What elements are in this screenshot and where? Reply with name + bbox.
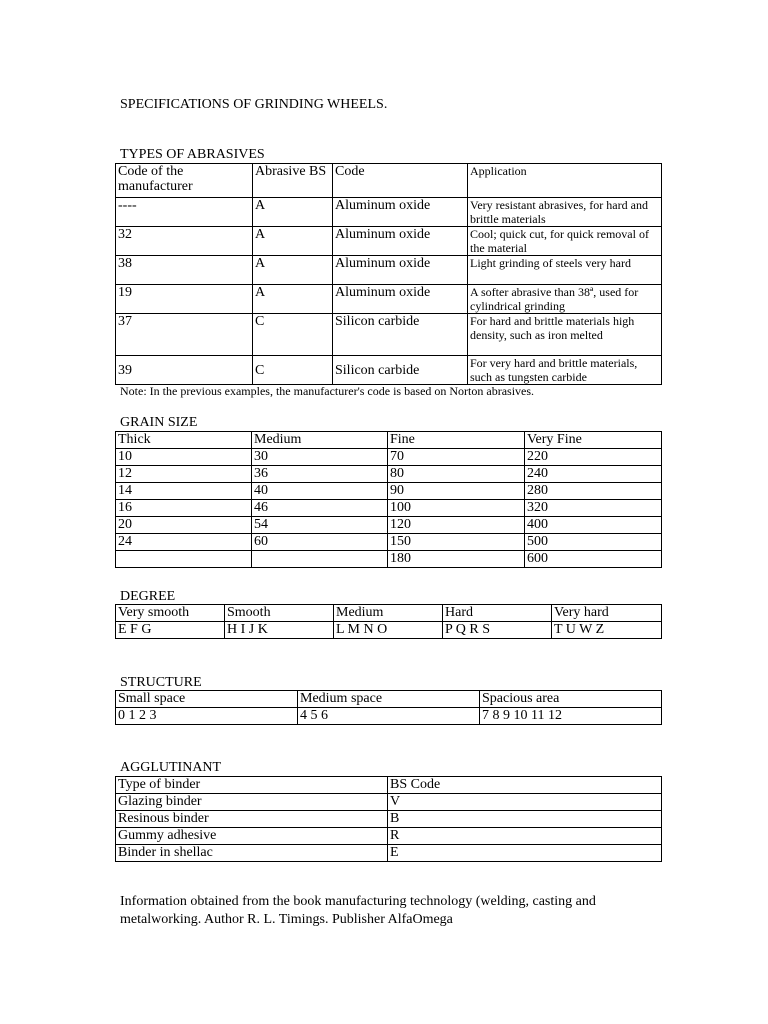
grain-cell: 36: [252, 466, 388, 483]
grain-cell: 500: [525, 534, 662, 551]
abrasive-application-cell: Very resistant abrasives, for hard and brittle materials: [468, 198, 662, 227]
abrasive-bs-cell: A: [253, 227, 333, 256]
agglutinant-table: [115, 776, 662, 862]
abrasive-bs-cell: A: [253, 285, 333, 314]
table-row: [116, 622, 662, 639]
grain-cell: 120: [388, 517, 525, 534]
degree-header-cell: Smooth: [225, 605, 334, 622]
structure-table: [115, 690, 662, 725]
grain-header-cell: Medium: [252, 432, 388, 449]
structure-cell: 0 1 2 3: [116, 708, 298, 725]
grain-cell: 10: [116, 449, 252, 466]
agglutinant-header-cell: BS Code: [388, 777, 662, 794]
grain-cell: 180: [388, 551, 525, 568]
degree-header-row: [116, 605, 662, 622]
grain-header-row: [116, 432, 662, 449]
binder-type-cell: Gummy adhesive: [116, 828, 388, 845]
grain-cell: 12: [116, 466, 252, 483]
grain-cell: 400: [525, 517, 662, 534]
structure-cell: 4 5 6: [298, 708, 480, 725]
table-row: [116, 466, 662, 483]
abrasive-code-cell: 19: [116, 285, 253, 314]
abrasive-bs-cell: A: [253, 256, 333, 285]
grain-size-heading: GRAIN SIZE: [120, 415, 198, 430]
abrasive-name-cell: Aluminum oxide: [333, 256, 468, 285]
abrasive-code-cell: 32: [116, 227, 253, 256]
table-row: [116, 551, 662, 568]
table-row: [116, 314, 662, 356]
table-row: [116, 449, 662, 466]
grain-header-cell: Very Fine: [525, 432, 662, 449]
grain-cell: 90: [388, 483, 525, 500]
grain-cell: 70: [388, 449, 525, 466]
abrasive-application-cell: For hard and brittle materials high density, such as iron melted: [468, 314, 662, 356]
grain-cell: 320: [525, 500, 662, 517]
abrasive-name-cell: Aluminum oxide: [333, 227, 468, 256]
grain-cell: 14: [116, 483, 252, 500]
degree-cell: E F G: [116, 622, 225, 639]
abrasive-code-cell: 39: [116, 356, 253, 385]
grain-header-cell: Fine: [388, 432, 525, 449]
grain-cell: 20: [116, 517, 252, 534]
degree-header-cell: Very smooth: [116, 605, 225, 622]
abrasives-header-cell: Abrasive BS: [253, 164, 333, 198]
grain-cell: 16: [116, 500, 252, 517]
grain-cell: 60: [252, 534, 388, 551]
structure-header-cell: Spacious area: [480, 691, 662, 708]
abrasive-application-cell: Cool; quick cut, for quick removal of the material: [468, 227, 662, 256]
table-row: [116, 845, 662, 862]
table-row: [116, 811, 662, 828]
binder-type-cell: Glazing binder: [116, 794, 388, 811]
abrasives-header-cell: Code of the manufacturer: [116, 164, 253, 198]
degree-cell: H I J K: [225, 622, 334, 639]
abrasives-heading: TYPES OF ABRASIVES: [120, 147, 265, 162]
agglutinant-header-row: [116, 777, 662, 794]
table-row: [116, 517, 662, 534]
table-row: [116, 794, 662, 811]
table-row: [116, 534, 662, 551]
binder-type-cell: Binder in shellac: [116, 845, 388, 862]
agglutinant-heading: AGGLUTINANT: [120, 760, 222, 775]
degree-heading: DEGREE: [120, 589, 176, 604]
binder-code-cell: V: [388, 794, 662, 811]
table-row: [116, 708, 662, 725]
abrasive-bs-cell: A: [253, 198, 333, 227]
structure-header-row: [116, 691, 662, 708]
grain-cell: 220: [525, 449, 662, 466]
binder-code-cell: E: [388, 845, 662, 862]
abrasive-application-cell: A softer abrasive than 38ª, used for cylindrical grinding: [468, 285, 662, 314]
page-title: SPECIFICATIONS OF GRINDING WHEELS.: [120, 97, 388, 112]
source-note: Information obtained from the book manufacturing technology (welding, casting and metalworking. Author R. L. Timings. Publisher AlfaOmega: [120, 894, 596, 927]
degree-table: [115, 604, 662, 639]
table-row: [116, 828, 662, 845]
grain-cell: 30: [252, 449, 388, 466]
abrasive-bs-cell: C: [253, 356, 333, 385]
abrasive-name-cell: Silicon carbide: [333, 356, 468, 385]
table-row: [116, 256, 662, 285]
abrasives-header-cell: Application: [468, 164, 662, 198]
structure-header-cell: Small space: [116, 691, 298, 708]
abrasive-name-cell: Aluminum oxide: [333, 285, 468, 314]
abrasive-bs-cell: C: [253, 314, 333, 356]
abrasives-table: [115, 163, 662, 385]
grain-cell: 100: [388, 500, 525, 517]
agglutinant-header-cell: Type of binder: [116, 777, 388, 794]
degree-header-cell: Very hard: [552, 605, 662, 622]
degree-cell: P Q R S: [443, 622, 552, 639]
abrasive-code-cell: 37: [116, 314, 253, 356]
binder-code-cell: B: [388, 811, 662, 828]
table-row: [116, 198, 662, 227]
degree-header-cell: Medium: [334, 605, 443, 622]
grain-cell: 150: [388, 534, 525, 551]
grain-cell: [252, 551, 388, 568]
grain-cell: 40: [252, 483, 388, 500]
binder-type-cell: Resinous binder: [116, 811, 388, 828]
abrasives-header-row: [116, 164, 662, 198]
grain-cell: 280: [525, 483, 662, 500]
grain-cell: [116, 551, 252, 568]
abrasive-name-cell: Aluminum oxide: [333, 198, 468, 227]
degree-header-cell: Hard: [443, 605, 552, 622]
structure-heading: STRUCTURE: [120, 675, 202, 690]
structure-header-cell: Medium space: [298, 691, 480, 708]
abrasive-code-cell: 38: [116, 256, 253, 285]
abrasive-code-cell: ----: [116, 198, 253, 227]
structure-cell: 7 8 9 10 11 12: [480, 708, 662, 725]
grain-cell: 80: [388, 466, 525, 483]
table-row: [116, 285, 662, 314]
table-row: [116, 356, 662, 385]
abrasive-application-cell: For very hard and brittle materials, such as tungsten carbide: [468, 356, 662, 385]
table-row: [116, 500, 662, 517]
table-row: [116, 483, 662, 500]
grain-header-cell: Thick: [116, 432, 252, 449]
abrasive-name-cell: Silicon carbide: [333, 314, 468, 356]
grain-cell: 24: [116, 534, 252, 551]
grain-cell: 46: [252, 500, 388, 517]
grain-size-table: [115, 431, 662, 568]
grain-cell: 54: [252, 517, 388, 534]
table-row: [116, 227, 662, 256]
grain-cell: 240: [525, 466, 662, 483]
abrasives-note: Note: In the previous examples, the manufacturer's code is based on Norton abrasives.: [120, 384, 535, 398]
abrasive-application-cell: Light grinding of steels very hard: [468, 256, 662, 285]
binder-code-cell: R: [388, 828, 662, 845]
abrasives-header-cell: Code: [333, 164, 468, 198]
degree-cell: L M N O: [334, 622, 443, 639]
degree-cell: T U W Z: [552, 622, 662, 639]
grain-cell: 600: [525, 551, 662, 568]
